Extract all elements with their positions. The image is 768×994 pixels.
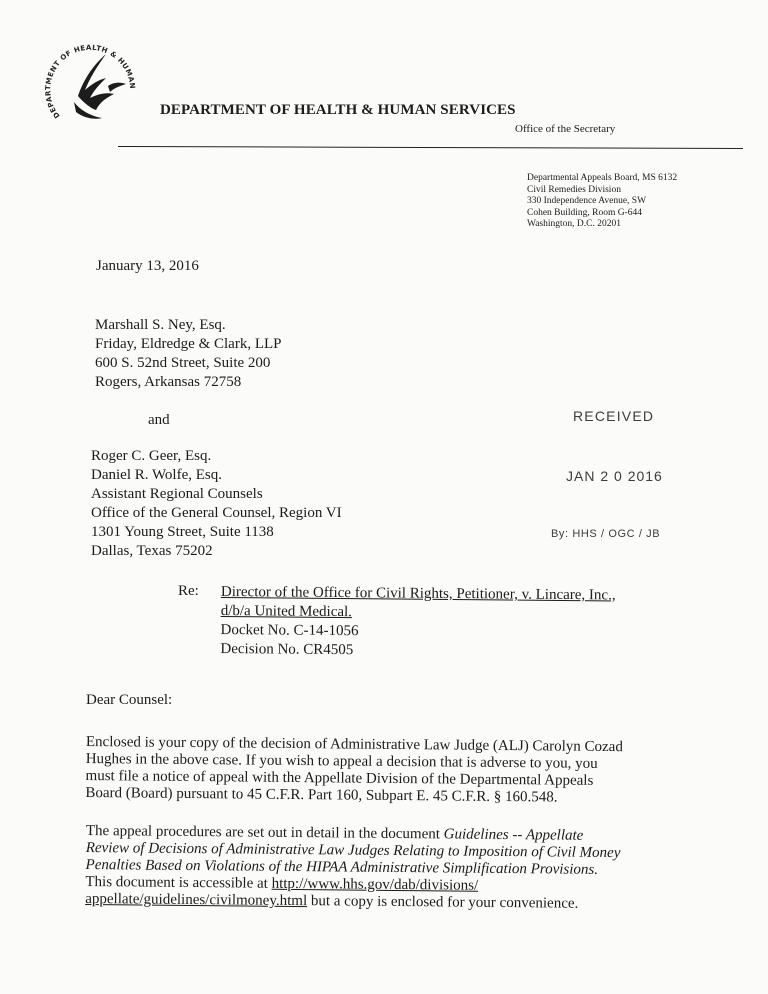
board-address-line: Washington, D.C. 20201: [527, 219, 621, 229]
docket-number: Docket No. C-14-1056: [220, 621, 359, 640]
recipient-address-2: [91, 447, 342, 561]
recipient-line: Dallas, Texas 75202: [91, 543, 213, 559]
hhs-seal-logo: [38, 24, 138, 134]
paragraph-text: The appeal procedures are set out in detail in the document: [85, 823, 444, 843]
paragraph-text: but a copy is enclosed for your convenience.: [307, 893, 579, 912]
paragraph-text: This document is accessible at: [85, 873, 272, 892]
guidelines-url-link[interactable]: appellate/guidelines/civilmoney.html: [85, 890, 308, 910]
recipient-line: Marshall S. Ney, Esq.: [95, 317, 226, 333]
received-stamp-date: JAN 2 0 2016: [566, 468, 663, 484]
board-address: [527, 173, 677, 231]
department-name: DEPARTMENT OF HEALTH & HUMAN SERVICES: [160, 102, 516, 118]
board-address-line: Cohen Building, Room G-644: [527, 207, 643, 218]
guidelines-title: Review of Decisions of Administrative Law Judges Relating to Imposition of Civil Money: [85, 839, 621, 862]
office-of-secretary: Office of the Secretary: [515, 123, 616, 135]
recipient-address-1: [95, 316, 282, 392]
body-paragraph-1: [85, 734, 676, 808]
board-address-line: 330 Independence Avenue, SW: [527, 196, 647, 206]
re-label: Re:: [178, 583, 199, 599]
and-connector: and: [148, 412, 170, 428]
paragraph-line: Hughes in the above case. If you wish to appeal a decision that is adverse to you, you: [85, 750, 598, 772]
paragraph-line: Enclosed is your copy of the decision of Administrative Law Judge (ALJ) Carolyn Cozad: [85, 734, 623, 756]
recipient-line: Rogers, Arkansas 72758: [95, 374, 242, 390]
recipient-line: Friday, Eldredge & Clark, LLP: [95, 336, 282, 352]
paragraph-line: Board (Board) pursuant to 45 C.F.R. Part 160, Subpart E. 45 C.F.R. § 160.548.: [85, 784, 558, 806]
re-subject: [220, 583, 615, 662]
recipient-line: 1301 Young Street, Suite 1138: [91, 524, 274, 540]
svg-text:DEPARTMENT OF HEALTH & HUMAN S: DEPARTMENT OF HEALTH & HUMAN: [44, 43, 137, 120]
paragraph-line: must file a notice of appeal with the Appellate Division of the Departmental Appeals: [85, 767, 594, 789]
recipient-line: Office of the General Counsel, Region VI: [91, 505, 342, 521]
received-stamp-by: By: HHS / OGC / JB: [551, 528, 661, 540]
guidelines-title: Penalties Based on Violations of the HIPAA Administrative Simplification Provisions.: [85, 856, 599, 878]
guidelines-url-link[interactable]: http://www.hhs.gov/dab/divisions/: [271, 875, 479, 894]
guidelines-title: Guidelines -- Appellate: [443, 826, 584, 844]
recipient-line: Assistant Regional Counsels: [91, 486, 263, 502]
letter-date: January 13, 2016: [96, 258, 199, 274]
board-address-line: Civil Remedies Division: [527, 184, 621, 195]
recipient-line: 600 S. 52nd Street, Suite 200: [95, 355, 271, 371]
case-title-line-2: d/b/a United Medical.: [220, 602, 353, 621]
case-title-line-1: Director of the Office for Civil Rights, Petitioner, v. Lincare, Inc.,: [220, 583, 616, 604]
recipient-line: Roger C. Geer, Esq.: [91, 448, 212, 464]
letterhead-divider: [118, 146, 743, 149]
board-address-line: Departmental Appeals Board, MS 6132: [527, 173, 678, 183]
received-stamp: RECEIVED: [573, 408, 655, 424]
salutation: Dear Counsel:: [86, 692, 173, 708]
decision-number: Decision No. CR4505: [220, 640, 354, 659]
body-paragraph-2: [85, 823, 686, 914]
recipient-line: Daniel R. Wolfe, Esq.: [91, 467, 222, 483]
